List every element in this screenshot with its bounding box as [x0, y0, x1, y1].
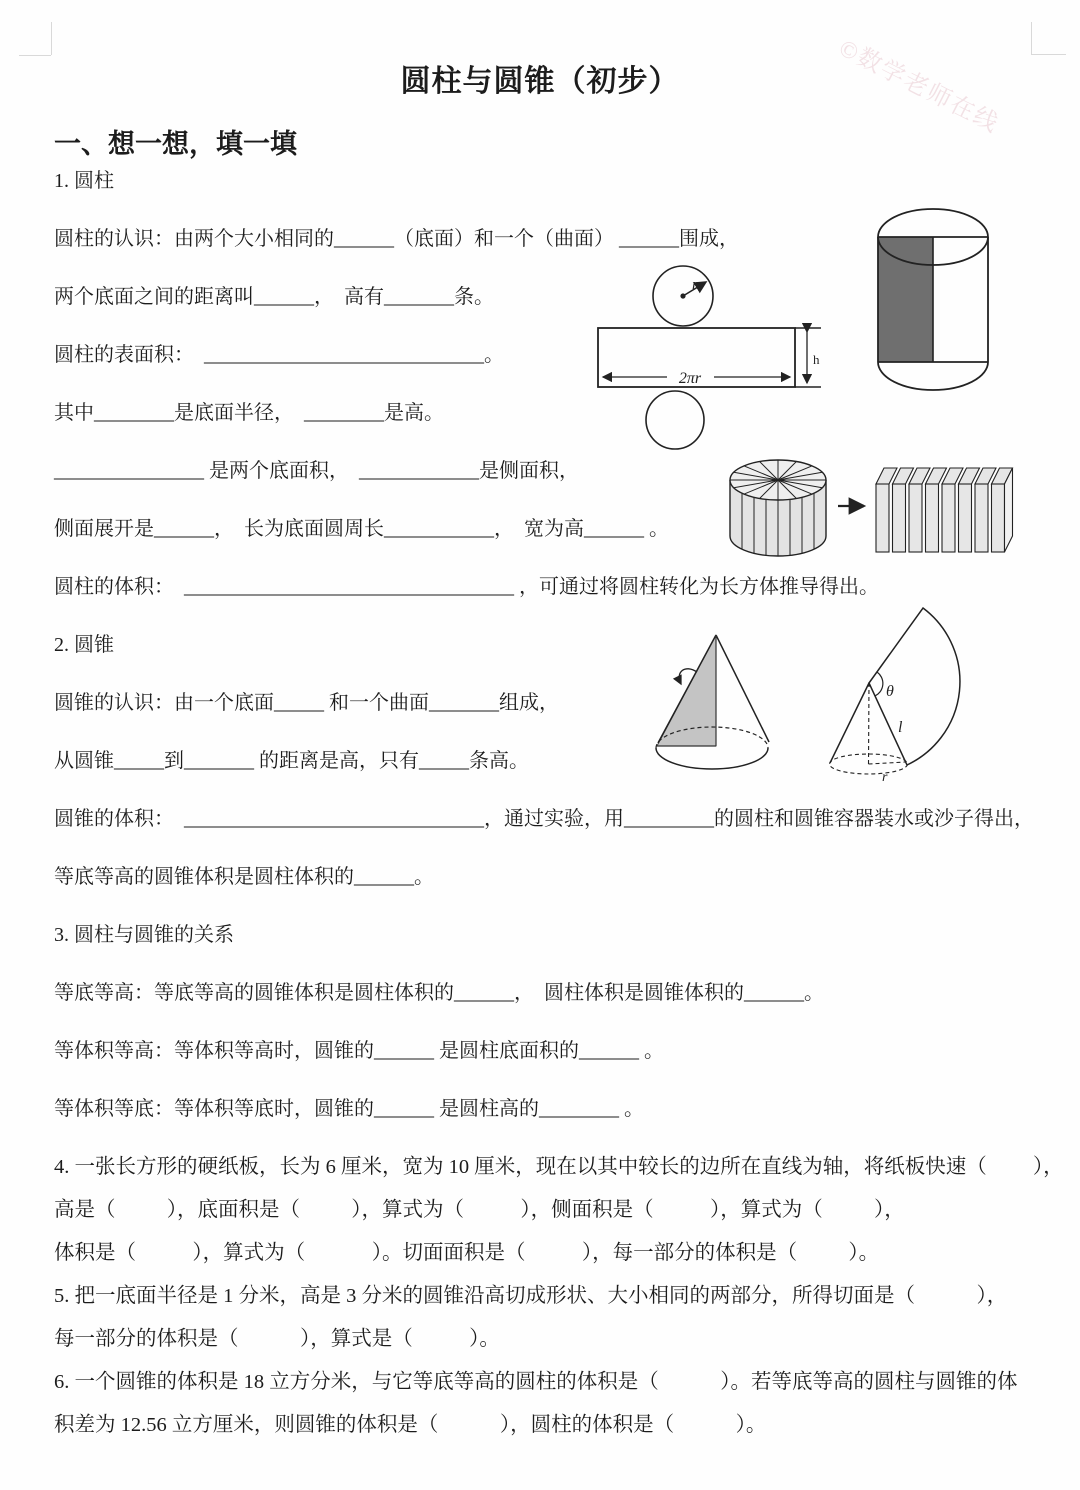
text-line: 其中________是底面半径， ________是高。: [54, 402, 444, 424]
page-title: 圆柱与圆锥（初步）: [400, 65, 680, 98]
cone1-right-slant: [716, 635, 769, 742]
text-line: 积差为 12.56 立方厘米，则圆锥的体积是（ ），圆柱的体积是（ ）。: [54, 1414, 767, 1436]
circumference-label: 2πr: [678, 370, 702, 387]
cylinder-to-prism-diagram: [718, 448, 1016, 566]
cylinder-3d-diagram: [868, 202, 993, 397]
cone1-base-front-arc: [656, 748, 768, 769]
text-line: 等体积等高：等体积等高时，圆锥的______ 是圆柱底面积的______ 。: [54, 1040, 664, 1062]
text-line: 等体积等底：等体积等底时，圆锥的______ 是圆柱高的________ 。: [54, 1098, 644, 1120]
slant-label: l: [898, 719, 903, 736]
text-line: 每一部分的体积是（ ），算式是（ ）。: [54, 1328, 500, 1350]
text-line: 4. 一张长方形的硬纸板，长为 6 厘米，宽为 10 厘米，现在以其中较长的边所在直线为轴，将纸板快速（ ），: [54, 1156, 1064, 1178]
crop-mark-top-right-v: [1031, 22, 1032, 54]
text-line: 等底等高：等底等高的圆锥体积是圆柱体积的______， 圆柱体积是圆锥体积的______。: [54, 982, 824, 1004]
cone-diagrams: [635, 592, 980, 797]
theta-label: θ: [886, 683, 894, 700]
base-radius-label: r: [882, 770, 888, 785]
text-line: 2. 圆锥: [54, 634, 114, 656]
text-line: 高是（ ），底面积是（ ），算式为（ ），侧面积是（ ），算式为（ ），: [54, 1199, 905, 1221]
axial-cross-section: [878, 237, 933, 362]
text-line: 5. 把一底面半径是 1 分米，高是 3 分米的圆锥沿高切成形状、大小相同的两部分，所得切面是（ ），: [54, 1285, 1008, 1307]
section-heading: 一、想一想，填一填: [54, 129, 297, 159]
text-line: 1. 圆柱: [54, 170, 114, 192]
prism-slabs: [876, 468, 1013, 552]
cone2-base-radius: [869, 762, 907, 764]
text-line: _______________ 是两个底面积， ____________是侧面积，: [54, 460, 579, 482]
apex-angle-arc: [875, 672, 883, 696]
wedge-radial-lines: [730, 460, 826, 500]
cylinder-bottom-arc: [878, 362, 988, 390]
net-bottom-circle: [646, 391, 704, 449]
text-line: 6. 一个圆锥的体积是 18 立方分米，与它等底等高的圆柱的体积是（ ）。若等底等高的圆柱与圆锥的体: [54, 1371, 1018, 1393]
text-line: 圆柱的体积： _________________________________ ，可通过将圆柱转化为长方体推导得出。: [54, 576, 879, 598]
cone2-left-slant: [830, 683, 869, 763]
text-line: 圆锥的认识：由一个底面_____ 和一个曲面_______组成，: [54, 692, 559, 714]
text-line: 侧面展开是______， 长为底面圆周长___________， 宽为高______ 。: [54, 518, 669, 540]
radius-label: r: [692, 277, 698, 293]
text-line: 从圆锥_____到_______ 的距离是高，只有_____条高。: [54, 750, 529, 772]
cylinder-net-diagram: [588, 252, 833, 470]
text-line: 圆锥的体积： ______________________________，通过实验，用_________的圆柱和圆锥容器装水或沙子得出，: [54, 808, 1034, 830]
prism-right-face: [1005, 468, 1013, 552]
height-label: h: [813, 352, 820, 367]
crop-mark-top-right-h: [1031, 54, 1066, 55]
text-line: 圆柱的认识：由两个大小相同的______（底面）和一个（曲面） ______围成，: [54, 228, 739, 250]
watermark: ©数学老师在线: [834, 35, 1004, 139]
crop-mark-top-left-v: [51, 22, 52, 55]
cone2-axis: [869, 683, 870, 764]
text-line: 两个底面之间的距离叫______， 高有_______条。: [54, 286, 494, 308]
text-line: 体积是（ ），算式为（ ）。切面面积是（ ），每一部分的体积是（ ）。: [54, 1242, 880, 1264]
text-line: 3. 圆柱与圆锥的关系: [54, 924, 234, 946]
text-line: 圆柱的表面积： ____________________________。: [54, 344, 504, 366]
text-line: 等底等高的圆锥体积是圆柱体积的______。: [54, 866, 434, 888]
